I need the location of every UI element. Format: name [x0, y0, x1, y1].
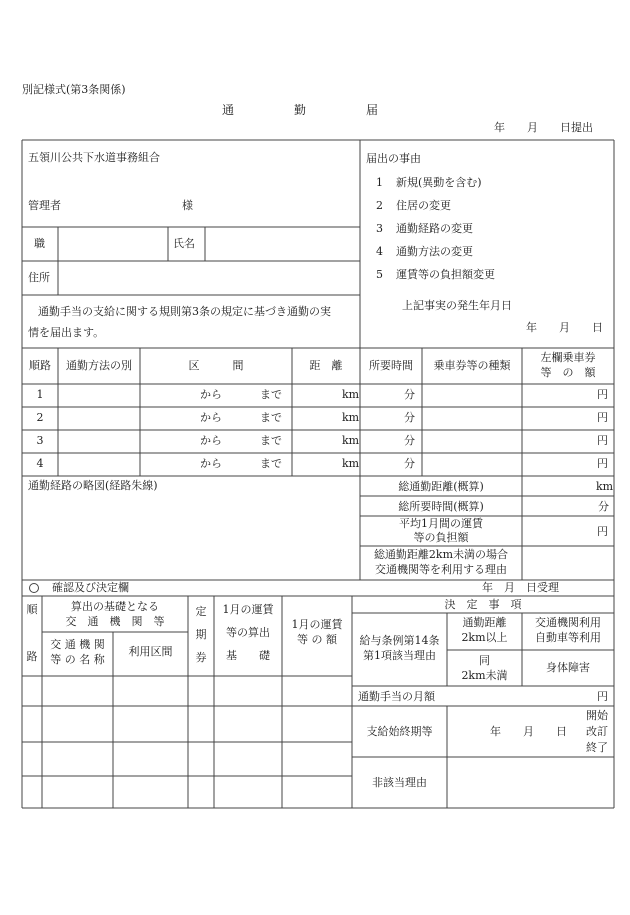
circle-marker-icon: [30, 584, 39, 593]
reason-no: 2: [376, 199, 383, 212]
reasons-heading: 届出の事由: [366, 152, 421, 165]
declaration-line-2: 情を届出ます。: [28, 326, 105, 339]
monthly-fare-header: 1月の運賃: [291, 618, 343, 631]
short-distance-reason-label: 総通勤距離2km未満の場合: [373, 548, 509, 561]
non-applicable-field[interactable]: [448, 758, 613, 807]
avg-fare-label: 平均1月間の運賃: [399, 517, 483, 530]
reason-no: 5: [376, 268, 383, 281]
row-order: 3: [36, 434, 44, 447]
organization-name: 五領川公共下水道事務組合: [28, 151, 160, 164]
short-distance-reason-field[interactable]: [523, 547, 613, 579]
row-fare[interactable]: 円: [597, 411, 608, 424]
route-map-label: 通勤経路の略図(経路朱線): [28, 479, 158, 492]
basis-heading: 算出の基礎となる: [71, 600, 159, 613]
facility-name-header: 等 の 名 称: [50, 653, 105, 666]
row-to[interactable]: まで: [260, 457, 282, 470]
vehicle-use-option[interactable]: 自動車等利用: [535, 631, 601, 644]
col-header-order: 路: [26, 650, 38, 663]
commuter-pass-header: 定: [195, 605, 207, 618]
short-distance-reason-label: 交通機関等を利用する理由: [375, 563, 507, 576]
address-label: 住所: [28, 271, 50, 284]
row-from[interactable]: から: [200, 434, 222, 447]
total-time-unit[interactable]: 分: [598, 500, 609, 513]
name-field[interactable]: [206, 228, 359, 260]
row-fare[interactable]: 円: [597, 388, 608, 401]
manager-suffix: 様: [182, 199, 193, 212]
avg-fare-unit[interactable]: 円: [597, 525, 608, 538]
decision-heading: 確認及び決定欄: [52, 581, 129, 594]
row-fare[interactable]: 円: [597, 457, 608, 470]
fare-basis-header: 等の算出: [226, 626, 270, 639]
submission-date[interactable]: 年 月 日提出: [494, 121, 593, 134]
form-reference: 別記様式(第3条関係): [22, 83, 126, 96]
distance-under-2km-option[interactable]: 2km未満: [461, 669, 508, 682]
distance-over-2km-option[interactable]: 通勤距離: [462, 616, 507, 629]
total-time-label: 総所要時間(概算): [398, 500, 484, 513]
reason-text[interactable]: 通勤経路の変更: [396, 222, 473, 235]
reason-no: 1: [376, 176, 383, 189]
row-from[interactable]: から: [200, 457, 222, 470]
col-header-order: 順路: [29, 359, 51, 372]
commuter-pass-header: 期: [195, 628, 207, 641]
row-time[interactable]: 分: [404, 411, 415, 424]
row-from[interactable]: から: [200, 411, 222, 424]
period-start-option[interactable]: 開始: [586, 709, 608, 722]
total-distance-label: 総通勤距離(概算): [398, 480, 484, 493]
row-distance[interactable]: km: [342, 411, 360, 424]
row-time[interactable]: 分: [404, 457, 415, 470]
post-field[interactable]: [59, 228, 167, 260]
declaration-line-1: 通勤手当の支給に関する規則第3条の規定に基づき通勤の実: [38, 305, 331, 318]
decision-matters-heading: 決 定 事 項: [444, 598, 522, 611]
reason-text[interactable]: 運賃等の負担額変更: [396, 268, 495, 281]
facility-name-header: 交 通 機 関: [50, 638, 105, 651]
post-label: 職: [34, 237, 45, 250]
row-from[interactable]: から: [200, 388, 222, 401]
disability-option[interactable]: 身体障害: [546, 661, 590, 674]
payment-period-label: 支給始終期等: [366, 725, 433, 738]
row-to[interactable]: まで: [260, 388, 282, 401]
period-revise-option[interactable]: 改訂: [586, 725, 608, 738]
row-order: 1: [36, 388, 44, 401]
col-header-method: 通勤方法の別: [66, 359, 132, 372]
col-header-time: 所要時間: [369, 359, 413, 372]
non-applicable-label: 非該当理由: [372, 776, 427, 789]
reason-no: 4: [376, 245, 383, 258]
avg-fare-label: 等の負担額: [413, 531, 469, 544]
monthly-fare-header: 等 の 額: [297, 633, 337, 646]
fare-basis-header: 1月の運賃: [222, 603, 274, 616]
row-order: 2: [36, 411, 44, 424]
article-reason-label: 第1項該当理由: [363, 649, 436, 662]
route-map-area[interactable]: [23, 495, 359, 579]
col-header-section: 区 間: [188, 359, 244, 372]
reason-no: 3: [376, 222, 383, 235]
commuter-pass-header: 券: [195, 651, 207, 664]
manager-label: 管理者: [28, 199, 61, 212]
col-header-fare: 左欄乗車券: [540, 351, 596, 364]
reason-text[interactable]: 通勤方法の変更: [396, 245, 473, 258]
name-label: 氏名: [173, 237, 195, 250]
payment-period-date[interactable]: 年 月 日: [490, 725, 567, 738]
fact-date-label: 上記事実の発生年月日: [402, 299, 512, 312]
row-time[interactable]: 分: [404, 434, 415, 447]
row-to[interactable]: まで: [260, 411, 282, 424]
row-fare[interactable]: 円: [597, 434, 608, 447]
row-order: 4: [36, 457, 44, 470]
col-header-ticket: 乗車券等の種類: [433, 359, 511, 372]
total-distance-unit[interactable]: km: [596, 480, 614, 493]
fact-date[interactable]: 年 月 日: [526, 321, 603, 334]
col-header-fare: 等 の 額: [540, 366, 596, 379]
address-field[interactable]: [59, 262, 359, 294]
basis-heading: 交 通 機 関 等: [65, 615, 165, 628]
transit-use-option[interactable]: 交通機関利用: [535, 616, 601, 629]
reason-text[interactable]: 住居の変更: [396, 199, 451, 212]
col-header-order: 順: [26, 603, 38, 616]
monthly-allowance-label: 通勤手当の月額: [358, 690, 435, 703]
distance-under-2km-option[interactable]: 同: [479, 654, 490, 667]
row-distance[interactable]: km: [342, 434, 360, 447]
page-title: 通 勤 届: [222, 103, 379, 117]
usage-section-header: 利用区間: [128, 645, 173, 658]
reason-text[interactable]: 新規(異動を含む): [396, 176, 482, 189]
col-header-distance: 距 離: [309, 359, 343, 372]
article-reason-label: 給与条例第14条: [359, 634, 440, 647]
row-time[interactable]: 分: [404, 388, 415, 401]
row-to[interactable]: まで: [260, 434, 282, 447]
received-date[interactable]: 年 月 日受理: [482, 581, 559, 594]
row-distance[interactable]: km: [342, 457, 360, 470]
monthly-allowance-unit[interactable]: 円: [597, 690, 608, 703]
distance-over-2km-option[interactable]: 2km以上: [461, 631, 508, 644]
fare-basis-header: 基 礎: [226, 649, 270, 662]
row-distance[interactable]: km: [342, 388, 360, 401]
period-end-option[interactable]: 終了: [586, 741, 608, 754]
